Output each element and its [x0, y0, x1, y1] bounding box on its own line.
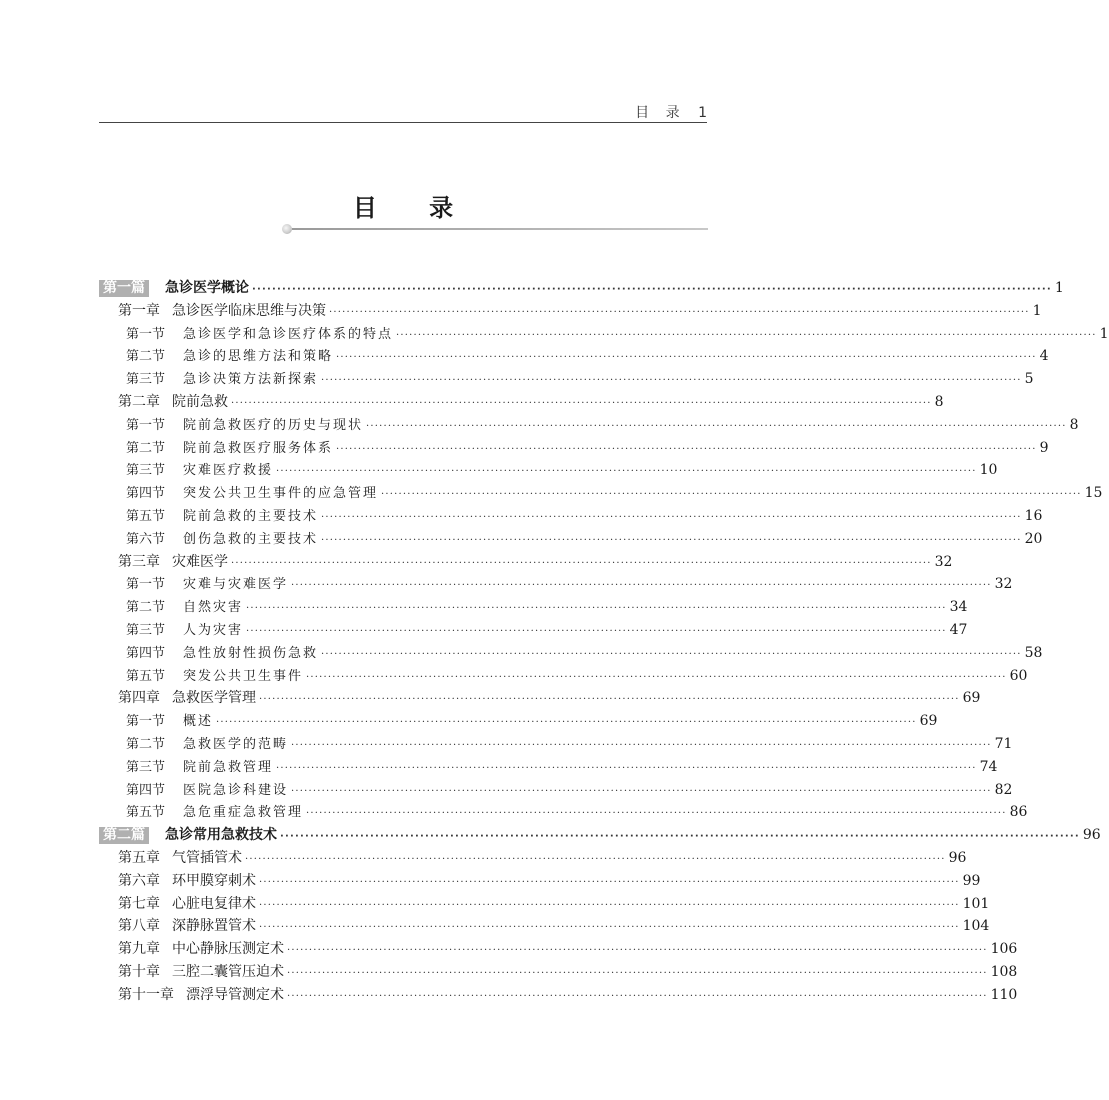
toc-entry-page-number: 47	[949, 621, 968, 638]
toc-entry-page-number: 104	[962, 918, 990, 935]
ornament-ball-icon	[282, 224, 292, 234]
toc-entry-section[interactable]	[99, 779, 1013, 802]
toc-entry-label	[126, 597, 243, 620]
toc-entry-leader-dots: ································································································································································	[259, 922, 960, 934]
toc-entry-number: 第五节	[126, 805, 166, 821]
toc-entry-title: 灾难与灾难医学	[183, 577, 289, 593]
toc-entry-number: 第四节	[126, 645, 166, 661]
toc-entry-chapter[interactable]	[99, 984, 1018, 1007]
toc-entry-page-number: 20	[1024, 530, 1043, 547]
toc-entry-page-number: 1	[1054, 280, 1064, 296]
toc-entry-title: 院前急救医疗服务体系	[183, 440, 334, 456]
toc-entry-page-number: 96	[948, 849, 967, 866]
toc-entry-leader-dots: ································································································································································	[291, 785, 992, 797]
toc-entry-page-number: 32	[934, 553, 953, 570]
toc-entry-title: 急诊的思维方法和策略	[183, 349, 334, 365]
toc-entry-title: 急诊常用急救技术	[165, 827, 277, 844]
toc-entry-title: 急诊医学临床思维与决策	[172, 302, 326, 319]
toc-entry-label	[99, 277, 249, 300]
toc-entry-chapter[interactable]	[99, 961, 1018, 984]
toc-entry-page-number: 110	[990, 986, 1018, 1003]
toc-entry-title: 急性放射性损伤急救	[183, 645, 319, 661]
toc-entry-number: 第十章	[118, 963, 160, 980]
toc-entry-page-number: 74	[979, 758, 998, 775]
toc-entry-label	[118, 938, 284, 961]
toc-entry-number: 第三节	[126, 372, 166, 388]
toc-entry-section[interactable]	[99, 665, 1028, 688]
toc-entry-section[interactable]	[99, 414, 1079, 437]
toc-entry-title: 突发公共卫生事件的应急管理	[183, 486, 379, 502]
toc-entry-title: 院前急救医疗的历史与现状	[183, 417, 364, 433]
toc-entry-page-number: 108	[990, 963, 1018, 980]
running-header-label: 目 录	[635, 105, 686, 121]
toc-entry-section[interactable]	[99, 756, 998, 779]
toc-entry-page-number: 5	[1024, 371, 1034, 388]
toc-entry-label	[126, 506, 318, 529]
toc-entry-label	[126, 415, 363, 438]
toc-entry-leader-dots: ································································································································································	[246, 603, 947, 615]
toc-entry-section[interactable]	[99, 619, 968, 642]
toc-entry-leader-dots: ································································································································································	[246, 625, 947, 637]
toc-entry-chapter[interactable]	[99, 893, 990, 916]
toc-entry-leader-dots: ································································································································································	[231, 557, 932, 569]
toc-entry-number: 第三章	[118, 553, 160, 570]
toc-entry-title: 急诊医学概论	[165, 280, 249, 296]
toc-entry-section[interactable]	[99, 323, 1109, 346]
ornament-line	[292, 228, 708, 230]
toc-entry-title: 急诊医学和急诊医疗体系的特点	[183, 326, 394, 342]
toc-entry-number: 第二节	[126, 600, 166, 616]
toc-entry-leader-dots: ································································································································································	[321, 534, 1022, 546]
toc-entry-leader-dots: ································································································································································	[252, 284, 1052, 295]
page-title: 目 录	[352, 194, 476, 222]
toc-entry-title: 急诊决策方法新探索	[183, 372, 319, 388]
toc-entry-page-number: 58	[1024, 644, 1043, 661]
toc-entry-title: 气管插管术	[172, 849, 242, 866]
toc-entry-leader-dots: ································································································································································	[259, 876, 960, 888]
toc-entry-label	[126, 574, 288, 597]
toc-entry-leader-dots: ································································································································································	[287, 945, 988, 957]
toc-entry-leader-dots: ································································································································································	[245, 853, 946, 865]
toc-entry-page-number: 1	[1032, 302, 1042, 319]
running-header	[99, 102, 707, 122]
toc-entry-number: 第六章	[118, 872, 160, 889]
toc-entry-label	[126, 460, 273, 483]
toc-entry-title: 人为灾害	[183, 622, 244, 638]
toc-entry-chapter[interactable]	[99, 300, 1042, 323]
toc-entry-title: 环甲膜穿刺术	[172, 872, 256, 889]
toc-entry-number: 第十一章	[118, 986, 174, 1003]
toc-entry-title: 院前急救管理	[183, 759, 274, 775]
toc-entry-leader-dots: ································································································································································	[259, 694, 960, 706]
toc-entry-number: 第五节	[126, 668, 166, 684]
toc-entry-label	[118, 870, 256, 893]
toc-entry-title: 创伤急救的主要技术	[183, 531, 319, 547]
toc-entry-chapter[interactable]	[99, 870, 981, 893]
toc-entry-number: 第二节	[126, 440, 166, 456]
toc-entry-section[interactable]	[99, 573, 1013, 596]
toc-entry-page-number: 99	[962, 872, 981, 889]
toc-entry-label	[126, 780, 288, 803]
toc-entry-title: 院前急救	[172, 393, 228, 410]
toc-entry-label	[118, 551, 228, 574]
toc-entry-section[interactable]	[99, 345, 1049, 368]
toc-entry-leader-dots: ································································································································································	[259, 899, 960, 911]
toc-entry-number: 第四章	[118, 690, 160, 707]
toc-entry-leader-dots: ································································································································································	[287, 967, 988, 979]
toc-entry-leader-dots: ································································································································································	[280, 831, 1080, 843]
toc-entry-page-number: 106	[990, 941, 1018, 958]
toc-entry-page-number: 96	[1082, 827, 1101, 844]
toc-entry-label	[126, 620, 243, 643]
toc-entry-number: 第八章	[118, 918, 160, 935]
toc-entry-page-number: 16	[1024, 507, 1043, 524]
toc-entry-page-number: 9	[1039, 439, 1049, 456]
toc-entry-leader-dots: ································································································································································	[329, 306, 1030, 318]
toc-entry-section[interactable]	[99, 437, 1049, 460]
toc-entry-chapter[interactable]	[99, 687, 981, 710]
toc-entry-label	[126, 666, 303, 689]
toc-entry-number: 第四节	[126, 486, 166, 502]
toc-entry-chapter[interactable]	[99, 915, 990, 938]
toc-entry-page-number: 86	[1009, 804, 1028, 821]
title-ornament	[282, 224, 708, 234]
toc-entry-leader-dots: ································································································································································	[276, 466, 977, 478]
toc-entry-page-number: 32	[994, 576, 1013, 593]
toc-entry-leader-dots: ································································································································································	[321, 511, 1022, 523]
toc-entry-page-number: 69	[919, 713, 938, 730]
toc-entry-number: 第一节	[126, 577, 166, 593]
toc-entry-page-number: 101	[962, 895, 990, 912]
toc-entry-title: 医院急诊科建设	[183, 782, 289, 798]
toc-entry-number: 第五章	[118, 849, 160, 866]
toc-entry-title: 中心静脉压测定术	[172, 941, 284, 958]
toc-entry-chapter[interactable]	[99, 847, 967, 870]
toc-entry-section[interactable]	[99, 642, 1043, 665]
header-rule	[99, 122, 707, 123]
toc-entry-part[interactable]	[99, 277, 1064, 300]
toc-entry-number: 第一节	[126, 417, 166, 433]
toc-entry-label	[126, 346, 333, 369]
toc-entry-leader-dots: ································································································································································	[396, 329, 1097, 341]
toc-entry-label	[118, 300, 326, 323]
toc-entry-label	[126, 529, 318, 552]
toc-entry-leader-dots: ································································································································································	[321, 648, 1022, 660]
toc-entry-title: 灾难医学	[172, 553, 228, 570]
toc-entry-part[interactable]	[99, 824, 1101, 847]
toc-entry-title: 急救医学的范畴	[183, 736, 289, 752]
toc-entry-label	[118, 893, 256, 916]
toc-entry-leader-dots: ································································································································································	[216, 717, 917, 729]
toc-entry-label	[126, 643, 318, 666]
toc-entry-leader-dots: ································································································································································	[366, 420, 1067, 432]
toc-entry-number: 第二节	[126, 349, 166, 365]
toc-entry-section[interactable]	[99, 459, 998, 482]
toc-entry-title: 漂浮导管测定术	[186, 986, 284, 1003]
toc-entry-leader-dots: ································································································································································	[276, 762, 977, 774]
toc-entry-label	[126, 711, 213, 734]
toc-entry-page-number: 82	[994, 781, 1013, 798]
toc-entry-label	[126, 734, 288, 757]
toc-entry-title: 急救医学管理	[172, 690, 256, 707]
toc-entry-label	[118, 961, 284, 984]
toc-entry-label	[99, 824, 277, 847]
toc-entry-label	[118, 984, 284, 1007]
toc-entry-section[interactable]	[99, 801, 1028, 824]
toc-entry-section[interactable]	[99, 528, 1043, 551]
toc-entry-number: 第一节	[126, 326, 166, 342]
toc-entry-label	[118, 915, 256, 938]
toc-entry-page-number: 8	[1069, 416, 1079, 433]
toc-entry-section[interactable]	[99, 505, 1043, 528]
toc-entry-number: 第六节	[126, 531, 166, 547]
toc-entry-section[interactable]	[99, 710, 938, 733]
toc-entry-number: 第一节	[126, 714, 166, 730]
toc-entry-number: 第三节	[126, 759, 166, 775]
toc-entry-leader-dots: ································································································································································	[336, 443, 1037, 455]
toc-entry-title: 突发公共卫生事件	[183, 668, 304, 684]
toc-entry-number: 第七章	[118, 895, 160, 912]
toc-entry-number: 第二章	[118, 393, 160, 410]
toc-entry-page-number: 15	[1084, 485, 1103, 502]
toc-entry-label	[118, 687, 256, 710]
toc-entry-page-number: 1	[1099, 325, 1109, 342]
toc-entry-label	[126, 802, 303, 825]
toc-entry-number: 第一章	[118, 302, 160, 319]
table-of-contents	[99, 277, 1109, 1007]
toc-entry-title: 心脏电复律术	[172, 895, 256, 912]
toc-entry-leader-dots: ································································································································································	[336, 352, 1037, 364]
toc-entry-leader-dots: ································································································································································	[306, 808, 1007, 820]
toc-entry-number: 第五节	[126, 508, 166, 524]
toc-entry-label	[126, 757, 273, 780]
toc-entry-title: 急危重症急救管理	[183, 805, 304, 821]
toc-entry-title: 深静脉置管术	[172, 918, 256, 935]
toc-entry-leader-dots: ································································································································································	[291, 580, 992, 592]
toc-entry-leader-dots: ································································································································································	[306, 671, 1007, 683]
toc-entry-number: 第二篇	[99, 827, 149, 844]
toc-entry-leader-dots: ································································································································································	[321, 375, 1022, 387]
toc-entry-leader-dots: ································································································································································	[231, 397, 932, 409]
toc-entry-page-number: 69	[962, 690, 981, 707]
toc-entry-label	[118, 391, 228, 414]
toc-entry-number: 第三节	[126, 622, 166, 638]
toc-entry-title: 院前急救的主要技术	[183, 508, 319, 524]
toc-entry-chapter[interactable]	[99, 551, 953, 574]
toc-entry-leader-dots: ································································································································································	[287, 990, 988, 1002]
toc-entry-section[interactable]	[99, 733, 1013, 756]
toc-entry-page-number: 4	[1039, 348, 1049, 365]
toc-entry-title: 自然灾害	[183, 600, 244, 616]
toc-entry-number: 第二节	[126, 736, 166, 752]
toc-entry-chapter[interactable]	[99, 938, 1018, 961]
toc-entry-page-number: 10	[979, 462, 998, 479]
toc-entry-section[interactable]	[99, 596, 968, 619]
toc-entry-leader-dots: ································································································································································	[381, 489, 1082, 501]
toc-entry-number: 第一篇	[99, 280, 149, 297]
toc-entry-label	[118, 847, 242, 870]
toc-entry-label	[126, 438, 333, 461]
running-header-page-number: 1	[698, 105, 707, 121]
toc-entry-label	[126, 369, 318, 392]
toc-entry-page-number: 60	[1009, 667, 1028, 684]
toc-entry-title: 三腔二囊管压迫术	[172, 963, 284, 980]
toc-entry-page-number: 34	[949, 599, 968, 616]
toc-entry-section[interactable]	[99, 482, 1103, 505]
toc-entry-title: 概述	[183, 714, 214, 730]
toc-entry-page-number: 8	[934, 393, 944, 410]
toc-entry-number: 第四节	[126, 782, 166, 798]
toc-entry-label	[126, 324, 393, 347]
toc-entry-title: 灾难医疗救援	[183, 463, 274, 479]
toc-entry-label	[126, 483, 378, 506]
toc-entry-number: 第三节	[126, 463, 166, 479]
toc-entry-page-number: 71	[994, 735, 1013, 752]
toc-entry-section[interactable]	[99, 368, 1034, 391]
toc-entry-leader-dots: ································································································································································	[291, 739, 992, 751]
toc-entry-chapter[interactable]	[99, 391, 944, 414]
toc-entry-number: 第九章	[118, 941, 160, 958]
